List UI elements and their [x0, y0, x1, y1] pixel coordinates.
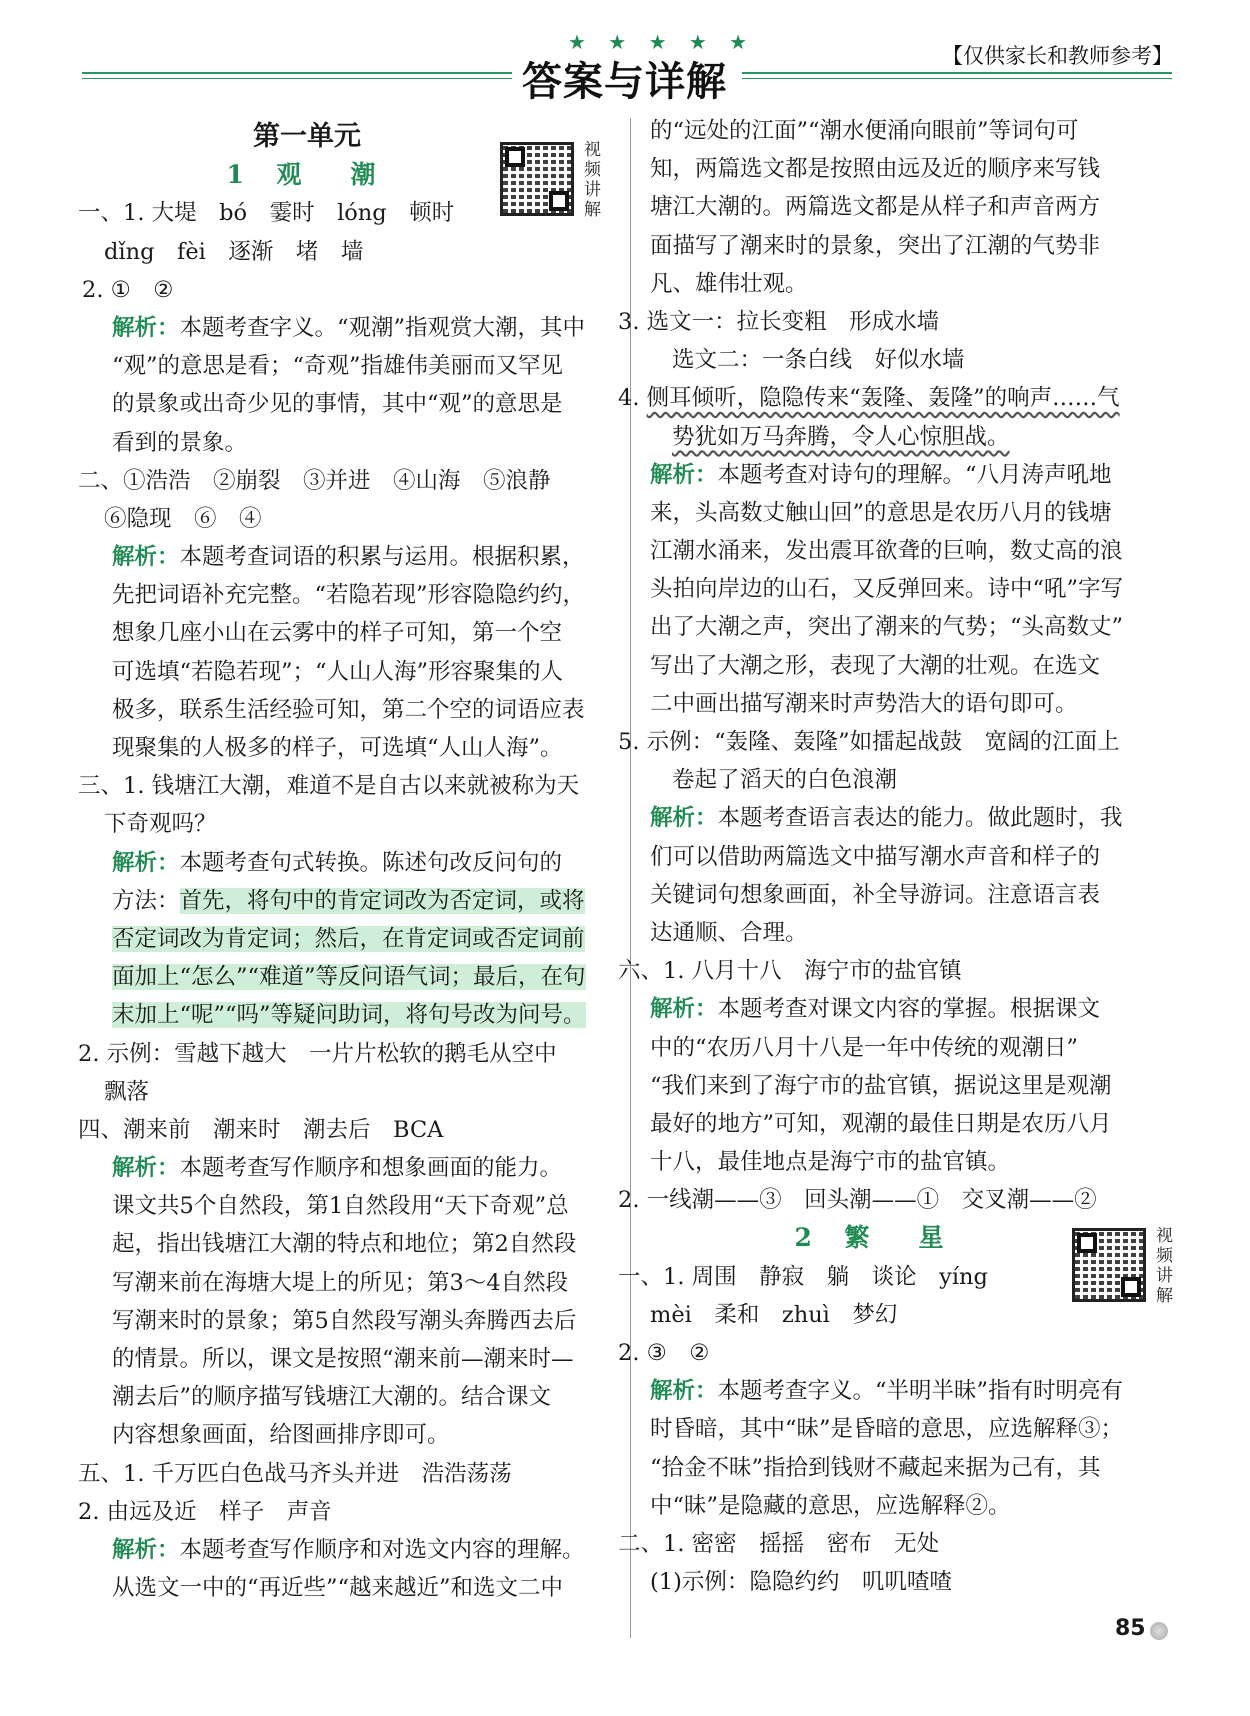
line-text: 本题考查词语的积累与运用。根据积累，: [179, 544, 585, 571]
right-text-line: [650, 112, 1180, 150]
right-text-line: [650, 570, 1180, 608]
analysis-label: 解析：: [112, 1155, 180, 1182]
left-text-line: [82, 1073, 612, 1111]
right-text-line: [650, 799, 1180, 837]
right-text-line: [650, 341, 1180, 379]
left-text-line: [82, 118, 612, 156]
left-text-line: [82, 1340, 612, 1378]
line-text: 写潮来前在海塘大堤上的所见；第3～4自然段: [112, 1269, 569, 1296]
right-text-line: [650, 1105, 1180, 1143]
analysis-label: 解析：: [112, 314, 180, 341]
left-text-line: [78, 767, 612, 805]
header-rule-left: [82, 72, 512, 74]
line-text: 塘江大潮的。两篇选文都是从样子和声音两方: [650, 194, 1101, 221]
line-text: 本题考查写作顺序和想象画面的能力。: [179, 1155, 563, 1182]
left-text-line: [82, 653, 612, 691]
qr-label-lesson2: 视频讲解: [1156, 1226, 1173, 1306]
left-text-line: [82, 614, 612, 652]
right-text-line: [650, 418, 1180, 456]
line-text: 从选文一中的“再近些”“越来越近”和选文二中: [112, 1575, 564, 1602]
left-text-line: [82, 385, 612, 423]
right-text-line: [650, 876, 1180, 914]
line-text: 关键词句想象画面，补全导游词。注意语言表: [650, 881, 1101, 908]
right-text-line: [650, 761, 1180, 799]
line-text: 2 繁 星: [794, 1223, 956, 1253]
left-text-line: [82, 347, 612, 385]
line-text: 凡、雄伟壮观。: [650, 270, 808, 297]
analysis-label: 解析：: [112, 1536, 180, 1563]
left-text-line: [82, 691, 612, 729]
wavy-underlined-text: 侧耳倾听，隐隐传来“轰隆、轰隆”的响声……气: [646, 385, 1120, 412]
right-text-line: [650, 188, 1180, 226]
line-text: 潮去后”的顺序描写钱塘江大潮的。结合课文: [112, 1384, 552, 1411]
line-text: 5. 示例：“轰隆、轰隆”如擂起战鼓 宽阔的江面上: [618, 729, 1120, 755]
highlighted-text: 首先，将句中的肯定词改为否定词，或将: [179, 887, 585, 914]
left-text-line: [82, 309, 612, 347]
right-text-line: [650, 1067, 1180, 1105]
left-text-line: [82, 1302, 612, 1340]
header-rule-right: [742, 72, 1172, 74]
line-text: 写潮来时的景象；第5自然段写潮头奔腾西去后: [112, 1307, 577, 1334]
left-text-line: [82, 1187, 612, 1225]
right-text-line: [650, 532, 1180, 570]
right-text-line: [650, 1029, 1180, 1067]
right-text-line: [650, 1296, 1180, 1334]
line-text: 第一单元: [253, 121, 361, 152]
left-text-line: [82, 538, 612, 576]
right-text-line: [650, 647, 1180, 685]
line-text: 一、1. 周围 静寂 躺 谈论 yíng: [618, 1263, 988, 1290]
right-text-line: [618, 952, 1180, 990]
line-text: 本题考查字义。“观潮”指观赏大潮，其中: [179, 314, 586, 341]
line-text: 本题考查写作顺序和对选文内容的理解。: [179, 1536, 585, 1563]
analysis-label: 解析：: [650, 996, 718, 1023]
left-text-line: [78, 1455, 612, 1493]
line-text: 2. 一线潮——③ 回头潮——① 交叉潮——②: [618, 1187, 1097, 1214]
left-text-line: [82, 958, 612, 996]
left-text-line: [82, 1531, 612, 1569]
right-text-line: [650, 990, 1180, 1028]
line-text: 江潮水涌来，发出震耳欲聋的巨响，数丈高的浪: [650, 538, 1123, 565]
left-text-line: [78, 1111, 612, 1149]
page-header: [0, 0, 1250, 110]
right-text-line: [650, 1449, 1180, 1487]
line-text: “观”的意思是看；“奇观”指雄伟美丽而又罕见: [112, 353, 564, 380]
line-text: 达通顺、合理。: [650, 919, 808, 946]
right-text-line: [650, 685, 1180, 723]
line-text: 的“远处的江面”“潮水便涌向眼前”等词句可: [650, 118, 1079, 144]
header-note: 【仅供家长和教师参考】: [942, 44, 1173, 68]
right-text-line: [650, 494, 1180, 532]
right-text-line: [618, 1181, 1180, 1219]
left-column: [78, 118, 612, 1607]
page-number: 85: [1115, 1616, 1146, 1641]
line-text: 1 观 潮: [226, 160, 388, 190]
left-text-line: [82, 1149, 612, 1187]
left-text-line: [78, 462, 612, 500]
left-text-line: [82, 920, 612, 958]
line-text: 一、1. 大堤 bó 霎时 lóng 顿时: [78, 200, 455, 227]
right-text-line: [650, 1487, 1180, 1525]
left-text-line: [78, 1493, 612, 1531]
line-text: 知，两篇选文都是按照由远及近的顺序来写钱: [650, 156, 1101, 183]
line-text: 们可以借助两篇选文中描写潮水声音和样子的: [650, 843, 1101, 870]
right-text-line: [650, 456, 1180, 494]
right-column: [618, 112, 1180, 1601]
line-text: 现聚集的人极多的样子，可选填“人山人海”。: [112, 735, 563, 761]
line-text: “我们来到了海宁市的盐官镇，据说这里是观潮: [650, 1072, 1112, 1099]
line-text: 课文共5个自然段，第1自然段用“天下奇观”总: [112, 1193, 569, 1220]
line-text: 2. ① ②: [82, 276, 174, 303]
line-text: 写出了大潮之形，表现了大潮的壮观。在选文: [650, 652, 1101, 679]
right-text-line: [650, 838, 1180, 876]
highlighted-text: 末加上“呢”“吗”等疑问助词，将句号改为问号。: [112, 1002, 586, 1029]
line-text: 4.: [618, 385, 647, 412]
line-text: 出了大潮之声，突出了潮来的气势；“头高数丈”: [650, 614, 1124, 641]
line-text: 时昏暗，其中“昧”是昏暗的意思，应选解释③；: [650, 1416, 1124, 1443]
line-text: 起，指出钱塘江大潮的特点和地位；第2自然段: [112, 1231, 577, 1258]
line-text: 看到的景象。: [112, 429, 248, 456]
right-text-line: [650, 1410, 1180, 1448]
line-text: 本题考查对课文内容的掌握。根据课文: [717, 996, 1101, 1023]
line-text: 六、1. 八月十八 海宁市的盐官镇: [618, 958, 962, 985]
highlighted-text: 否定词改为肯定词；然后，在肯定词或否定词前: [112, 925, 585, 952]
right-text-line: [618, 1525, 1180, 1563]
line-text: ⑥隐现 ⑥ ④: [104, 505, 262, 532]
line-text: 下奇观吗？: [104, 811, 217, 838]
right-text-line: [650, 1372, 1180, 1410]
line-text: 本题考查字义。“半明半昧”指有时明亮有: [717, 1378, 1124, 1405]
line-text: 可选填“若隐若现”；“人山人海”形容聚集的人: [112, 658, 564, 685]
line-text: 中的“农历八月十八是一年中传统的观潮日”: [650, 1034, 1079, 1061]
line-text: 飘落: [104, 1078, 150, 1105]
line-text: 方法：: [112, 887, 180, 914]
line-text: 十八，最佳地点是海宁市的盐官镇。: [650, 1149, 1011, 1176]
left-text-line: [82, 1378, 612, 1416]
right-text-line: [650, 1219, 1180, 1257]
right-text-line: [650, 914, 1180, 952]
left-text-line: [82, 844, 612, 882]
analysis-label: 解析：: [650, 1378, 718, 1405]
line-text: (1)示例：隐隐约约 叽叽喳喳: [650, 1569, 952, 1596]
left-text-line: [82, 1264, 612, 1302]
line-text: 本题考查对诗句的理解。“八月涛声吼地: [717, 461, 1112, 488]
line-text: 卷起了滔天的白色浪潮: [672, 767, 898, 794]
left-text-line: [82, 271, 612, 309]
analysis-label: 解析：: [650, 461, 718, 488]
left-text-line: [82, 996, 612, 1034]
analysis-label: 解析：: [112, 849, 180, 876]
line-text: 2. 示例：雪越下越大 一片片松软的鹅毛从空中: [78, 1040, 557, 1067]
line-text: dǐng fèi 逐渐 堵 墙: [104, 238, 364, 265]
line-text: 五、1. 千万匹白色战马齐头并进 浩浩荡荡: [78, 1460, 512, 1487]
page-decoration: [1150, 1622, 1168, 1640]
right-text-line: [650, 150, 1180, 188]
header-rule-left-thin: [82, 78, 512, 79]
line-text: 选文二：一条白线 好似水墙: [672, 347, 965, 374]
line-text: “拾金不昧”指拾到钱财不藏起来据为己有，其: [650, 1454, 1101, 1481]
left-text-line: [78, 1035, 612, 1073]
line-text: 2. ③ ②: [618, 1340, 710, 1366]
left-text-line: [82, 729, 612, 767]
line-text: 二、1. 密密 摇摇 密布 无处: [618, 1530, 940, 1557]
left-text-line: [82, 1569, 612, 1607]
line-text: 面描写了潮来时的景象，突出了江潮的气势非: [650, 232, 1101, 259]
right-text-line: [618, 723, 1180, 761]
column-divider: [630, 118, 631, 1638]
left-text-line: [82, 882, 612, 920]
header-rule-right-thin: [742, 78, 1172, 79]
wavy-underlined-text: 势犹如万马奔腾，令人心惊胆战。: [672, 423, 1010, 450]
line-text: 本题考查语言表达的能力。做此题时，我: [717, 805, 1123, 832]
line-text: 3. 选文一：拉长变粗 形成水墙: [618, 308, 940, 335]
page-title: 答案与详解: [522, 59, 727, 105]
left-text-line: [82, 1225, 612, 1263]
right-text-line: [650, 608, 1180, 646]
right-text-line: [618, 1258, 1180, 1296]
left-text-line: [82, 576, 612, 614]
line-text: 中“昧”是隐藏的意思，应选解释②。: [650, 1492, 1011, 1519]
line-text: 的景象或出奇少见的事情，其中“观”的意思是: [112, 391, 563, 418]
left-text-line: [82, 233, 612, 271]
line-text: 头拍向岸边的山石，又反弹回来。诗中“吼”字写: [650, 576, 1124, 603]
right-text-line: [618, 1334, 1180, 1372]
right-text-line: [650, 265, 1180, 303]
line-text: 2. 由远及近 样子 声音: [78, 1498, 332, 1525]
line-text: 极多，联系生活经验可知，第二个空的词语应表: [112, 696, 585, 723]
line-text: 二、①浩浩 ②崩裂 ③并进 ④山海 ⑤浪静: [78, 467, 551, 494]
stars-decoration: ★ ★ ★ ★ ★: [568, 30, 756, 54]
line-text: 最好的地方”可知，观潮的最佳日期是农历八月: [650, 1110, 1112, 1137]
left-text-line: [82, 156, 612, 194]
line-text: 先把词语补充完整。“若隐若现”形容隐隐约约，: [112, 582, 586, 609]
line-text: 内容想象画面，给图画排序即可。: [112, 1422, 450, 1449]
right-text-line: [650, 1563, 1180, 1601]
line-text: 本题考查句式转换。陈述句改反问句的: [179, 849, 563, 876]
left-text-line: [82, 1416, 612, 1454]
line-text: 的情景。所以，课文是按照“潮来前—潮来时—: [112, 1346, 574, 1372]
analysis-label: 解析：: [650, 805, 718, 832]
line-text: 来，头高数丈触山回”的意思是农历八月的钱塘: [650, 499, 1112, 526]
right-text-line: [618, 379, 1180, 417]
line-text: mèi 柔和 zhuì 梦幻: [650, 1301, 898, 1328]
line-text: 四、潮来前 潮来时 潮去后 BCA: [78, 1116, 444, 1143]
line-text: 想象几座小山在云雾中的样子可知，第一个空: [112, 620, 563, 647]
left-text-line: [82, 500, 612, 538]
left-text-line: [78, 194, 612, 232]
line-text: 二中画出描写潮来时声势浩大的语句即可。: [650, 690, 1078, 717]
left-text-line: [82, 805, 612, 843]
analysis-label: 解析：: [112, 544, 180, 571]
line-text: 三、1. 钱塘江大潮，难道不是自古以来就被称为天: [78, 773, 580, 800]
qr-label-lesson1: 视频讲解: [584, 140, 601, 220]
right-text-line: [650, 1143, 1180, 1181]
highlighted-text: 面加上“怎么”“难道”等反问语气词；最后，在句: [112, 964, 586, 991]
right-text-line: [650, 227, 1180, 265]
right-text-line: [618, 303, 1180, 341]
left-text-line: [82, 424, 612, 462]
